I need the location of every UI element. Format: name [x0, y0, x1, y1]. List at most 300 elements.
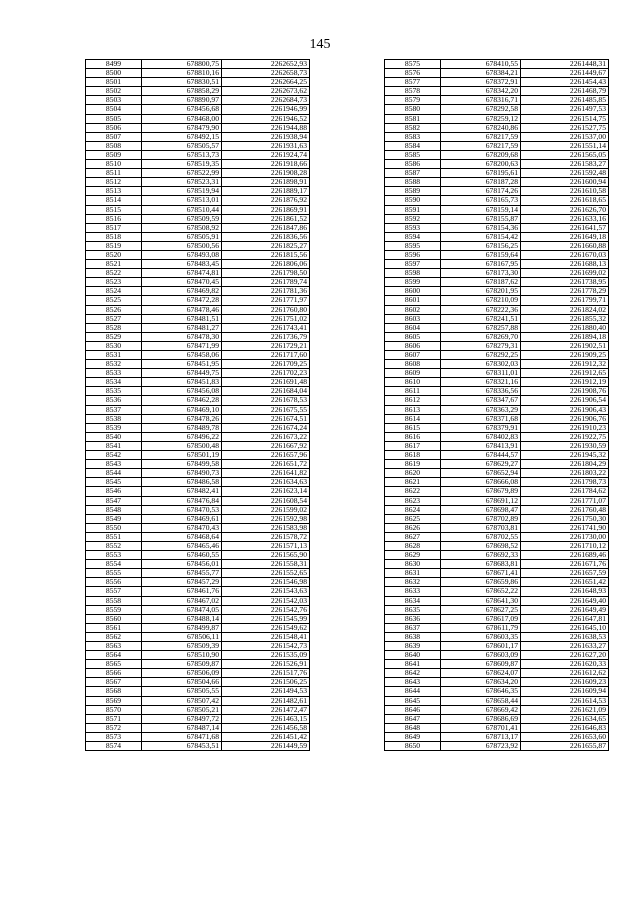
y-coordinate-cell: 2262658,73 [222, 69, 310, 78]
y-coordinate-cell: 2261610,58 [521, 187, 609, 196]
x-coordinate-cell: 678666,08 [441, 478, 521, 487]
x-coordinate-cell: 678159,64 [441, 250, 521, 259]
y-coordinate-cell: 2261451,42 [222, 732, 310, 741]
y-coordinate-cell: 2261889,17 [222, 187, 310, 196]
y-coordinate-cell: 2261906,54 [521, 396, 609, 405]
table-row [86, 314, 310, 323]
x-coordinate-cell: 678336,56 [441, 387, 521, 396]
point-number-cell: 8619 [385, 460, 441, 469]
table-row [86, 596, 310, 605]
table-row [86, 296, 310, 305]
y-coordinate-cell: 2261537,00 [521, 132, 609, 141]
table-row [385, 378, 609, 387]
x-coordinate-cell: 678461,76 [142, 587, 222, 596]
table-row [86, 441, 310, 450]
table-row [86, 523, 310, 532]
point-number-cell: 8623 [385, 496, 441, 505]
x-coordinate-cell: 678698,52 [441, 541, 521, 550]
table-row [385, 241, 609, 250]
point-number-cell: 8636 [385, 614, 441, 623]
point-number-cell: 8586 [385, 160, 441, 169]
table-row [86, 332, 310, 341]
point-number-cell: 8566 [86, 669, 142, 678]
y-coordinate-cell: 2261646,83 [521, 723, 609, 732]
y-coordinate-cell: 2261709,25 [222, 360, 310, 369]
x-coordinate-cell: 678311,01 [441, 369, 521, 378]
table-row [385, 296, 609, 305]
table-row [86, 551, 310, 560]
point-number-cell: 8520 [86, 250, 142, 259]
y-coordinate-cell: 2261674,24 [222, 423, 310, 432]
y-coordinate-cell: 2261730,00 [521, 532, 609, 541]
x-coordinate-cell: 678505,21 [142, 705, 222, 714]
x-coordinate-cell: 678165,73 [441, 196, 521, 205]
point-number-cell: 8538 [86, 414, 142, 423]
point-number-cell: 8596 [385, 250, 441, 259]
y-coordinate-cell: 2261634,65 [521, 714, 609, 723]
x-coordinate-cell: 678413,91 [441, 441, 521, 450]
y-coordinate-cell: 2261689,46 [521, 551, 609, 560]
point-number-cell: 8559 [86, 605, 142, 614]
y-coordinate-cell: 2261655,87 [521, 742, 609, 751]
y-coordinate-cell: 2261653,60 [521, 732, 609, 741]
y-coordinate-cell: 2261578,72 [222, 532, 310, 541]
point-number-cell: 8509 [86, 150, 142, 159]
point-number-cell: 8594 [385, 232, 441, 241]
table-row [385, 732, 609, 741]
y-coordinate-cell: 2261944,88 [222, 123, 310, 132]
table-row [86, 714, 310, 723]
table-row [86, 323, 310, 332]
point-number-cell: 8588 [385, 178, 441, 187]
point-number-cell: 8544 [86, 469, 142, 478]
point-number-cell: 8530 [86, 341, 142, 350]
table-row [385, 150, 609, 159]
x-coordinate-cell: 678156,25 [441, 241, 521, 250]
table-row [86, 196, 310, 205]
y-coordinate-cell: 2261592,98 [222, 514, 310, 523]
y-coordinate-cell: 2261908,28 [222, 169, 310, 178]
point-number-cell: 8628 [385, 541, 441, 550]
point-number-cell: 8518 [86, 232, 142, 241]
y-coordinate-cell: 2261798,50 [222, 269, 310, 278]
x-coordinate-cell: 678471,68 [142, 732, 222, 741]
x-coordinate-cell: 678342,20 [441, 87, 521, 96]
point-number-cell: 8614 [385, 414, 441, 423]
table-row [86, 669, 310, 678]
x-coordinate-cell: 678523,31 [142, 178, 222, 187]
x-coordinate-cell: 678522,99 [142, 169, 222, 178]
table-row [86, 614, 310, 623]
x-coordinate-cell: 678510,90 [142, 651, 222, 660]
table-row [385, 614, 609, 623]
x-coordinate-cell: 678492,15 [142, 132, 222, 141]
y-coordinate-cell: 2261924,74 [222, 150, 310, 159]
point-number-cell: 8541 [86, 441, 142, 450]
table-row [385, 250, 609, 259]
x-coordinate-cell: 678472,28 [142, 296, 222, 305]
point-number-cell: 8548 [86, 505, 142, 514]
x-coordinate-cell: 678692,33 [441, 551, 521, 560]
point-number-cell: 8553 [86, 551, 142, 560]
point-number-cell: 8639 [385, 642, 441, 651]
point-number-cell: 8618 [385, 451, 441, 460]
y-coordinate-cell: 2261945,32 [521, 451, 609, 460]
point-number-cell: 8516 [86, 214, 142, 223]
table-row [86, 569, 310, 578]
x-coordinate-cell: 678217,59 [441, 132, 521, 141]
x-coordinate-cell: 678195,61 [441, 169, 521, 178]
point-number-cell: 8616 [385, 432, 441, 441]
y-coordinate-cell: 2261836,56 [222, 232, 310, 241]
table-row [86, 742, 310, 751]
table-row [86, 132, 310, 141]
x-coordinate-cell: 678372,91 [441, 78, 521, 87]
y-coordinate-cell: 2261684,04 [222, 387, 310, 396]
y-coordinate-cell: 2261815,56 [222, 250, 310, 259]
x-coordinate-cell: 678321,16 [441, 378, 521, 387]
point-number-cell: 8550 [86, 523, 142, 532]
table-row [86, 405, 310, 414]
y-coordinate-cell: 2261542,73 [222, 642, 310, 651]
y-coordinate-cell: 2261803,22 [521, 469, 609, 478]
y-coordinate-cell: 2261485,85 [521, 96, 609, 105]
x-coordinate-cell: 678701,41 [441, 723, 521, 732]
point-number-cell: 8510 [86, 160, 142, 169]
point-number-cell: 8512 [86, 178, 142, 187]
x-coordinate-cell: 678200,63 [441, 160, 521, 169]
table-row [86, 432, 310, 441]
y-coordinate-cell: 2261620,33 [521, 660, 609, 669]
x-coordinate-cell: 678702,55 [441, 532, 521, 541]
point-number-cell: 8551 [86, 532, 142, 541]
table-row [385, 387, 609, 396]
point-number-cell: 8564 [86, 651, 142, 660]
y-coordinate-cell: 2261771,97 [222, 296, 310, 305]
table-row [385, 114, 609, 123]
x-coordinate-cell: 678209,68 [441, 150, 521, 159]
x-coordinate-cell: 678167,95 [441, 260, 521, 269]
x-coordinate-cell: 678241,51 [441, 314, 521, 323]
x-coordinate-cell: 678496,22 [142, 432, 222, 441]
coordinates-table-right [384, 59, 609, 751]
point-number-cell: 8646 [385, 705, 441, 714]
x-coordinate-cell: 678691,12 [441, 496, 521, 505]
point-number-cell: 8615 [385, 423, 441, 432]
point-number-cell: 8611 [385, 387, 441, 396]
x-coordinate-cell: 678469,10 [142, 405, 222, 414]
point-number-cell: 8576 [385, 69, 441, 78]
point-number-cell: 8508 [86, 141, 142, 150]
point-number-cell: 8598 [385, 269, 441, 278]
x-coordinate-cell: 678174,26 [441, 187, 521, 196]
x-coordinate-cell: 678471,99 [142, 341, 222, 350]
y-coordinate-cell: 2261633,27 [521, 642, 609, 651]
x-coordinate-cell: 678683,81 [441, 560, 521, 569]
y-coordinate-cell: 2261743,41 [222, 323, 310, 332]
y-coordinate-cell: 2261751,02 [222, 314, 310, 323]
x-coordinate-cell: 678703,81 [441, 523, 521, 532]
point-number-cell: 8627 [385, 532, 441, 541]
point-number-cell: 8642 [385, 669, 441, 678]
x-coordinate-cell: 678468,64 [142, 532, 222, 541]
point-number-cell: 8597 [385, 260, 441, 269]
point-number-cell: 8552 [86, 541, 142, 550]
table-row [86, 78, 310, 87]
table-row [385, 523, 609, 532]
table-row [86, 160, 310, 169]
y-coordinate-cell: 2261583,98 [222, 523, 310, 532]
y-coordinate-cell: 2261946,52 [222, 114, 310, 123]
table-row [86, 487, 310, 496]
x-coordinate-cell: 678451,83 [142, 378, 222, 387]
y-coordinate-cell: 2261798,73 [521, 478, 609, 487]
x-coordinate-cell: 678470,53 [142, 505, 222, 514]
y-coordinate-cell: 2261633,16 [521, 214, 609, 223]
point-number-cell: 8582 [385, 123, 441, 132]
point-number-cell: 8573 [86, 732, 142, 741]
table-row [86, 732, 310, 741]
point-number-cell: 8531 [86, 351, 142, 360]
point-number-cell: 8600 [385, 287, 441, 296]
point-number-cell: 8574 [86, 742, 142, 751]
table-row [86, 351, 310, 360]
point-number-cell: 8502 [86, 87, 142, 96]
x-coordinate-cell: 678456,08 [142, 387, 222, 396]
table-row [86, 587, 310, 596]
x-coordinate-cell: 678363,29 [441, 405, 521, 414]
y-coordinate-cell: 2262664,25 [222, 78, 310, 87]
table-row [385, 651, 609, 660]
y-coordinate-cell: 2261702,23 [222, 369, 310, 378]
y-coordinate-cell: 2261760,80 [222, 305, 310, 314]
y-coordinate-cell: 2261771,07 [521, 496, 609, 505]
y-coordinate-cell: 2261729,21 [222, 341, 310, 350]
table-row [385, 69, 609, 78]
x-coordinate-cell: 678500,48 [142, 441, 222, 450]
point-number-cell: 8568 [86, 687, 142, 696]
x-coordinate-cell: 678187,28 [441, 178, 521, 187]
point-number-cell: 8522 [86, 269, 142, 278]
table-row [385, 596, 609, 605]
table-row [385, 705, 609, 714]
x-coordinate-cell: 678469,82 [142, 287, 222, 296]
x-coordinate-cell: 678488,14 [142, 614, 222, 623]
table-row [86, 223, 310, 232]
table-row [385, 414, 609, 423]
point-number-cell: 8547 [86, 496, 142, 505]
point-number-cell: 8587 [385, 169, 441, 178]
y-coordinate-cell: 2261649,40 [521, 596, 609, 605]
y-coordinate-cell: 2261449,67 [521, 69, 609, 78]
point-number-cell: 8558 [86, 596, 142, 605]
x-coordinate-cell: 678513,73 [142, 150, 222, 159]
x-coordinate-cell: 678509,39 [142, 642, 222, 651]
table-row [86, 623, 310, 632]
x-coordinate-cell: 678257,88 [441, 323, 521, 332]
table-row [385, 187, 609, 196]
point-number-cell: 8644 [385, 687, 441, 696]
x-coordinate-cell: 678490,73 [142, 469, 222, 478]
y-coordinate-cell: 2261449,59 [222, 742, 310, 751]
y-coordinate-cell: 2261651,42 [521, 578, 609, 587]
table-row [385, 78, 609, 87]
table-row [86, 123, 310, 132]
table-row [385, 132, 609, 141]
table-row [385, 669, 609, 678]
table-row [86, 60, 310, 69]
table-row [385, 487, 609, 496]
table-row [385, 642, 609, 651]
x-coordinate-cell: 678481,27 [142, 323, 222, 332]
y-coordinate-cell: 2261660,88 [521, 241, 609, 250]
x-coordinate-cell: 678379,91 [441, 423, 521, 432]
x-coordinate-cell: 678509,87 [142, 660, 222, 669]
point-number-cell: 8631 [385, 569, 441, 578]
point-number-cell: 8527 [86, 314, 142, 323]
point-number-cell: 8503 [86, 96, 142, 105]
table-row [385, 269, 609, 278]
x-coordinate-cell: 678465,46 [142, 541, 222, 550]
y-coordinate-cell: 2261789,74 [222, 278, 310, 287]
x-coordinate-cell: 678155,87 [441, 214, 521, 223]
y-coordinate-cell: 2261542,03 [222, 596, 310, 605]
y-coordinate-cell: 2261906,76 [521, 414, 609, 423]
point-number-cell: 8526 [86, 305, 142, 314]
table-row [385, 341, 609, 350]
x-coordinate-cell: 678159,14 [441, 205, 521, 214]
y-coordinate-cell: 2261738,95 [521, 278, 609, 287]
table-row [86, 469, 310, 478]
table-row [385, 314, 609, 323]
y-coordinate-cell: 2261918,66 [222, 160, 310, 169]
x-coordinate-cell: 678292,25 [441, 351, 521, 360]
y-coordinate-cell: 2261472,47 [222, 705, 310, 714]
point-number-cell: 8602 [385, 305, 441, 314]
x-coordinate-cell: 678173,30 [441, 269, 521, 278]
x-coordinate-cell: 678890,97 [142, 96, 222, 105]
y-coordinate-cell: 2261869,91 [222, 205, 310, 214]
point-number-cell: 8506 [86, 123, 142, 132]
y-coordinate-cell: 2261565,05 [521, 150, 609, 159]
y-coordinate-cell: 2261551,14 [521, 141, 609, 150]
x-coordinate-cell: 678669,42 [441, 705, 521, 714]
x-coordinate-cell: 678702,89 [441, 514, 521, 523]
point-number-cell: 8604 [385, 323, 441, 332]
table-row [86, 478, 310, 487]
table-row [86, 605, 310, 614]
y-coordinate-cell: 2261657,59 [521, 569, 609, 578]
y-coordinate-cell: 2261592,48 [521, 169, 609, 178]
x-coordinate-cell: 678658,44 [441, 696, 521, 705]
table-row [385, 623, 609, 632]
table-row [385, 423, 609, 432]
table-row [86, 341, 310, 350]
table-row [385, 205, 609, 214]
x-coordinate-cell: 678505,57 [142, 141, 222, 150]
x-coordinate-cell: 678611,79 [441, 623, 521, 632]
y-coordinate-cell: 2261542,76 [222, 605, 310, 614]
x-coordinate-cell: 678603,35 [441, 632, 521, 641]
y-coordinate-cell: 2261645,10 [521, 623, 609, 632]
y-coordinate-cell: 2261804,29 [521, 460, 609, 469]
y-coordinate-cell: 2261912,65 [521, 369, 609, 378]
point-number-cell: 8578 [385, 87, 441, 96]
y-coordinate-cell: 2261545,99 [222, 614, 310, 623]
x-coordinate-cell: 678210,09 [441, 296, 521, 305]
point-number-cell: 8641 [385, 660, 441, 669]
x-coordinate-cell: 678506,09 [142, 669, 222, 678]
point-number-cell: 8647 [385, 714, 441, 723]
y-coordinate-cell: 2261549,62 [222, 623, 310, 632]
y-coordinate-cell: 2261608,54 [222, 496, 310, 505]
y-coordinate-cell: 2261699,02 [521, 269, 609, 278]
x-coordinate-cell: 678652,94 [441, 469, 521, 478]
y-coordinate-cell: 2261825,27 [222, 241, 310, 250]
point-number-cell: 8635 [385, 605, 441, 614]
y-coordinate-cell: 2261543,63 [222, 587, 310, 596]
x-coordinate-cell: 678384,21 [441, 69, 521, 78]
x-coordinate-cell: 678451,95 [142, 360, 222, 369]
point-number-cell: 8592 [385, 214, 441, 223]
table-row [385, 169, 609, 178]
y-coordinate-cell: 2261651,72 [222, 460, 310, 469]
point-number-cell: 8572 [86, 723, 142, 732]
x-coordinate-cell: 678500,56 [142, 241, 222, 250]
y-coordinate-cell: 2261847,86 [222, 223, 310, 232]
y-coordinate-cell: 2261710,12 [521, 541, 609, 550]
table-row [86, 460, 310, 469]
point-number-cell: 8585 [385, 150, 441, 159]
x-coordinate-cell: 678456,01 [142, 560, 222, 569]
x-coordinate-cell: 678510,44 [142, 205, 222, 214]
table-row [86, 205, 310, 214]
point-number-cell: 8649 [385, 732, 441, 741]
y-coordinate-cell: 2261648,93 [521, 587, 609, 596]
y-coordinate-cell: 2261448,31 [521, 60, 609, 69]
y-coordinate-cell: 2261938,94 [222, 132, 310, 141]
point-number-cell: 8643 [385, 678, 441, 687]
x-coordinate-cell: 678444,57 [441, 451, 521, 460]
table-row [385, 678, 609, 687]
y-coordinate-cell: 2261649,49 [521, 605, 609, 614]
y-coordinate-cell: 2261506,25 [222, 678, 310, 687]
x-coordinate-cell: 678659,86 [441, 578, 521, 587]
point-number-cell: 8524 [86, 287, 142, 296]
y-coordinate-cell: 2261468,79 [521, 87, 609, 96]
x-coordinate-cell: 678457,29 [142, 578, 222, 587]
table-row [86, 387, 310, 396]
point-number-cell: 8545 [86, 478, 142, 487]
y-coordinate-cell: 2261946,99 [222, 105, 310, 114]
point-number-cell: 8593 [385, 223, 441, 232]
point-number-cell: 8571 [86, 714, 142, 723]
table-row [385, 287, 609, 296]
point-number-cell: 8625 [385, 514, 441, 523]
table-row [86, 642, 310, 651]
point-number-cell: 8513 [86, 187, 142, 196]
table-row [385, 714, 609, 723]
point-number-cell: 8535 [86, 387, 142, 396]
x-coordinate-cell: 678469,61 [142, 514, 222, 523]
x-coordinate-cell: 678478,46 [142, 305, 222, 314]
table-row [385, 441, 609, 450]
y-coordinate-cell: 2261571,13 [222, 541, 310, 550]
y-coordinate-cell: 2261627,20 [521, 651, 609, 660]
point-number-cell: 8521 [86, 260, 142, 269]
point-number-cell: 8554 [86, 560, 142, 569]
x-coordinate-cell: 678627,25 [441, 605, 521, 614]
